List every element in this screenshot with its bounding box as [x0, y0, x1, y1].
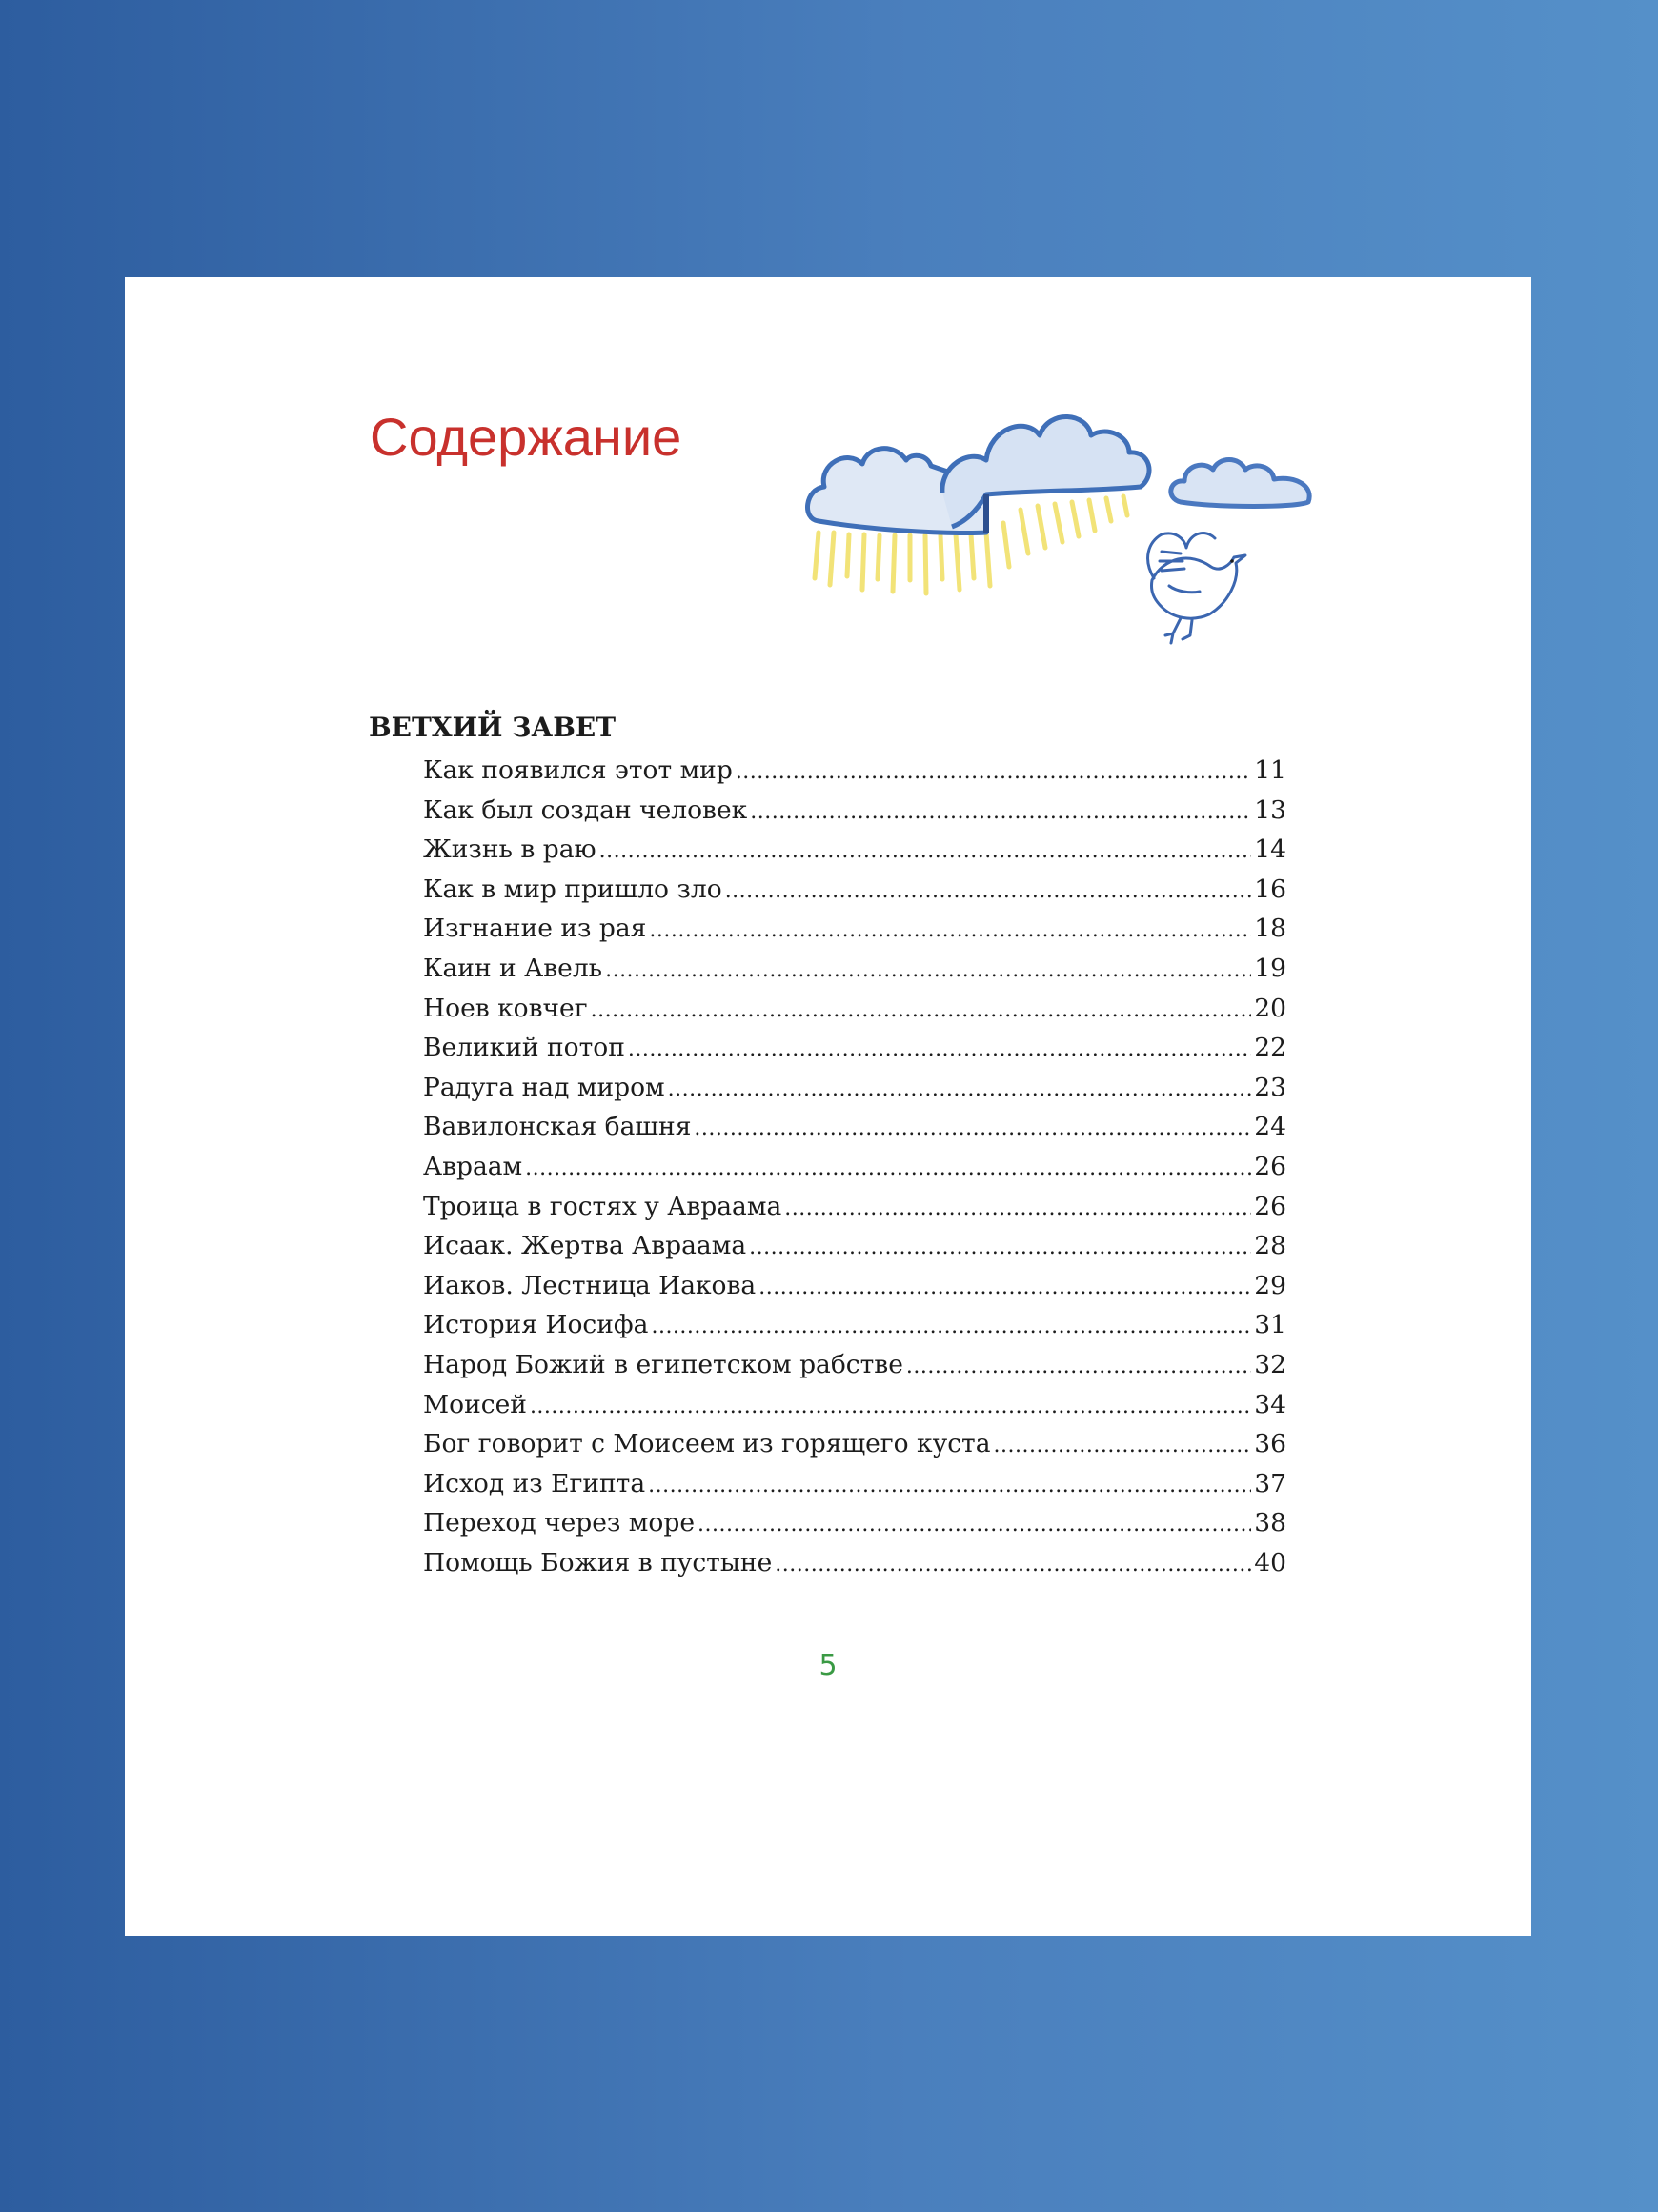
dot-leader	[605, 958, 1251, 982]
dot-leader	[651, 1315, 1251, 1338]
toc-entry-title: Авраам	[423, 1151, 523, 1181]
page-number: 5	[819, 1649, 838, 1682]
dot-leader	[906, 1355, 1251, 1378]
toc-entry-title: Переход через море	[423, 1508, 696, 1538]
toc-entry-title: Великий потоп	[423, 1033, 625, 1063]
table-of-contents	[423, 755, 1286, 1587]
dot-leader	[694, 1116, 1251, 1140]
section-heading: ВЕТХИЙ ЗАВЕТ	[369, 712, 617, 743]
toc-entry[interactable]	[423, 1192, 1286, 1232]
dot-leader	[725, 879, 1252, 903]
toc-entry[interactable]	[423, 1548, 1286, 1588]
toc-entry-title: Изгнание из рая	[423, 914, 647, 944]
toc-entry[interactable]	[423, 1112, 1286, 1152]
toc-entry[interactable]	[423, 954, 1286, 994]
toc-entry-title: Жизнь в раю	[423, 835, 596, 865]
dot-leader	[591, 998, 1252, 1022]
toc-entry-page: 32	[1254, 1349, 1286, 1379]
toc-entry-title: Исход из Египта	[423, 1468, 646, 1498]
dot-leader	[784, 1196, 1251, 1220]
clouds-and-dove-illustration	[799, 390, 1352, 666]
dot-leader	[530, 1395, 1251, 1418]
dot-leader	[599, 839, 1252, 863]
toc-entry-page: 18	[1254, 914, 1286, 944]
toc-entry-page: 28	[1254, 1231, 1286, 1261]
toc-entry[interactable]	[423, 1469, 1286, 1509]
toc-entry-page: 31	[1254, 1310, 1286, 1340]
toc-entry-page: 38	[1254, 1508, 1286, 1538]
toc-entry[interactable]	[423, 1271, 1286, 1311]
cloud-icon	[808, 416, 1150, 533]
page-title: Содержание	[370, 407, 682, 467]
toc-entry-page: 16	[1254, 874, 1286, 904]
toc-entry-title: Как был создан человек	[423, 794, 748, 825]
toc-entry-page: 34	[1254, 1389, 1286, 1419]
toc-entry-page: 26	[1254, 1191, 1286, 1221]
toc-entry-page: 26	[1254, 1151, 1286, 1181]
toc-entry-page: 23	[1254, 1072, 1286, 1102]
toc-entry-page: 36	[1254, 1429, 1286, 1459]
dove-icon	[1148, 533, 1245, 643]
toc-entry-title: Троица в гостях у Авраама	[423, 1191, 782, 1221]
toc-entry[interactable]	[423, 1429, 1286, 1469]
dot-leader	[668, 1077, 1252, 1101]
dot-leader	[628, 1037, 1251, 1061]
toc-entry[interactable]	[423, 795, 1286, 835]
toc-entry-page: 40	[1254, 1547, 1286, 1578]
toc-entry[interactable]	[423, 994, 1286, 1034]
toc-entry-title: История Иосифа	[423, 1310, 649, 1340]
toc-entry-page: 20	[1254, 993, 1286, 1023]
dot-leader	[736, 760, 1251, 784]
dot-leader	[525, 1156, 1251, 1180]
dot-leader	[649, 918, 1251, 942]
dot-leader	[749, 1236, 1251, 1259]
toc-entry-title: Исаак. Жертва Авраама	[423, 1231, 747, 1261]
toc-entry-title: Народ Божий в египетском рабстве	[423, 1349, 903, 1379]
toc-entry-title: Моисей	[423, 1389, 527, 1419]
toc-entry-page: 24	[1254, 1112, 1286, 1142]
toc-entry[interactable]	[423, 835, 1286, 875]
toc-entry[interactable]	[423, 755, 1286, 795]
toc-entry-title: Вавилонская башня	[423, 1112, 692, 1142]
dot-leader	[775, 1553, 1251, 1577]
toc-entry-page: 19	[1254, 953, 1286, 983]
dot-leader	[648, 1474, 1251, 1498]
dot-leader	[698, 1513, 1251, 1537]
book-page	[125, 277, 1531, 1936]
toc-entry-page: 14	[1254, 835, 1286, 865]
toc-entry[interactable]	[423, 1033, 1286, 1073]
toc-entry[interactable]	[423, 1310, 1286, 1350]
toc-entry-title: Бог говорит с Моисеем из горящего куста	[423, 1429, 991, 1459]
toc-entry-title: Как в мир пришло зло	[423, 874, 722, 904]
toc-entry-page: 11	[1254, 755, 1286, 785]
toc-entry-title: Как появился этот мир	[423, 755, 733, 785]
toc-entry[interactable]	[423, 1231, 1286, 1271]
toc-entry-page: 22	[1254, 1033, 1286, 1063]
toc-entry-title: Иаков. Лестница Иакова	[423, 1270, 757, 1300]
toc-entry-title: Помощь Божия в пустыне	[423, 1547, 773, 1578]
dot-leader	[758, 1276, 1251, 1299]
toc-entry[interactable]	[423, 1508, 1286, 1548]
toc-entry[interactable]	[423, 1350, 1286, 1390]
toc-entry-page: 37	[1254, 1468, 1286, 1498]
toc-entry[interactable]	[423, 1152, 1286, 1192]
cloud-icon	[1171, 460, 1309, 507]
toc-entry[interactable]	[423, 914, 1286, 954]
dot-leader	[994, 1434, 1252, 1458]
toc-entry[interactable]	[423, 1390, 1286, 1430]
toc-entry-page: 29	[1254, 1270, 1286, 1300]
toc-entry-title: Каин и Авель	[423, 953, 603, 983]
toc-entry[interactable]	[423, 875, 1286, 915]
toc-entry-title: Ноев ковчег	[423, 993, 588, 1023]
dot-leader	[750, 800, 1251, 824]
toc-entry-page: 13	[1254, 794, 1286, 825]
toc-entry[interactable]	[423, 1073, 1286, 1113]
toc-entry-title: Радуга над миром	[423, 1072, 665, 1102]
